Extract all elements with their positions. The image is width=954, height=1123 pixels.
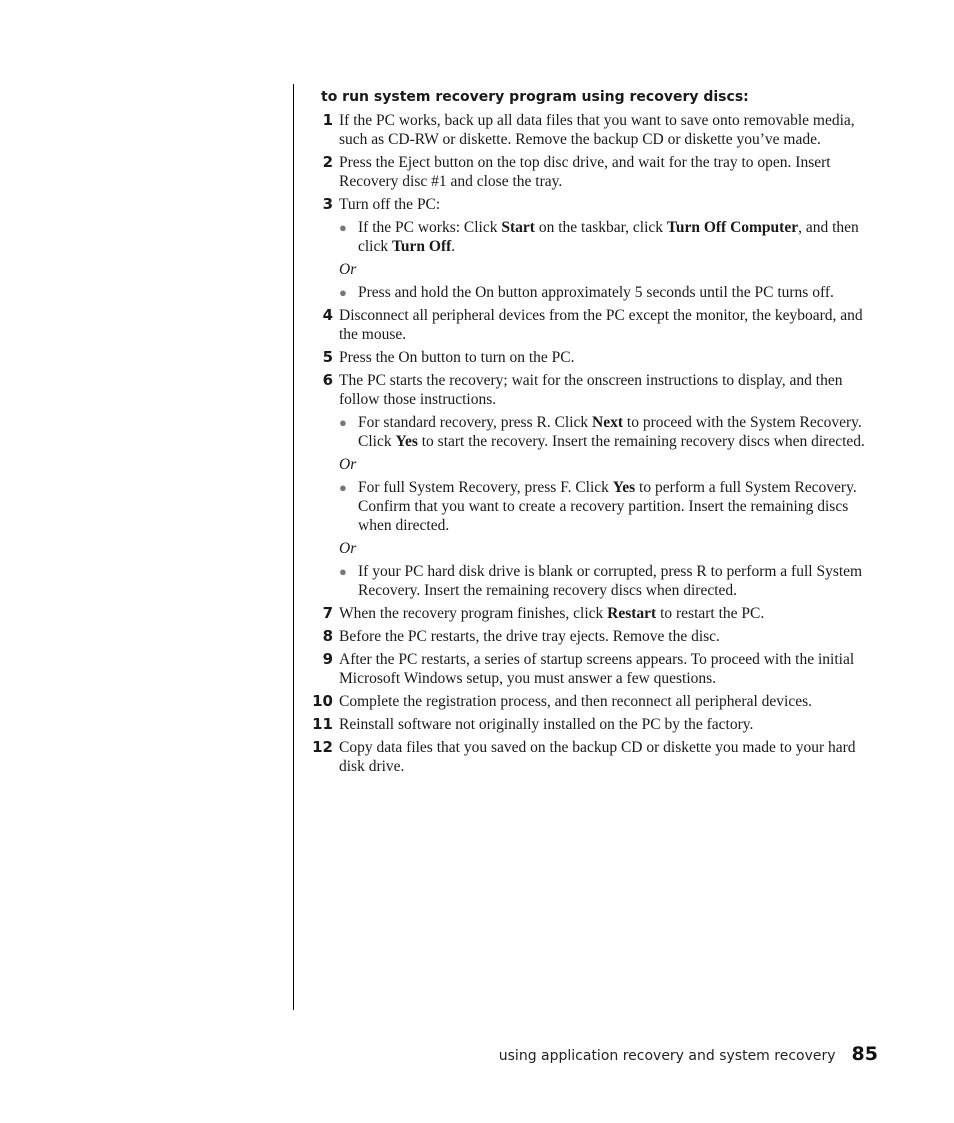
step-number: 9 [322, 650, 333, 668]
ui-term: Restart [607, 605, 657, 622]
step-9 [311, 650, 871, 688]
bullet-item: ● For full System Recovery, press F. Click Yes to perform a full System Recovery. Confirm that you want to create a recovery partition. Insert the remaining discs when directed. [339, 479, 857, 534]
step-text: The PC starts the recovery; wait for the onscreen instructions to display, and then follow those instructions. [339, 372, 843, 408]
or-separator: Or [339, 540, 357, 557]
step-text: After the PC restarts, a series of startup screens appears. To proceed with the initial Microsoft Windows setup, you must answer a few questions. [339, 651, 855, 687]
or-separator: Or [339, 456, 357, 473]
step-8 [311, 627, 871, 646]
or-separator: Or [339, 261, 357, 278]
step-text: Before the PC restarts, the drive tray ejects. Remove the disc. [339, 628, 720, 645]
running-footer-text: using application recovery and system recovery [498, 1048, 836, 1064]
step-10 [311, 692, 871, 711]
margin-rule [293, 84, 294, 1010]
bullet-icon: ● [339, 564, 347, 579]
step-text: Reinstall software not originally installed on the PC by the factory. [339, 716, 754, 733]
bullet-icon: ● [339, 220, 347, 235]
step-11 [311, 715, 871, 734]
main-content [311, 88, 871, 780]
ui-term: Start [501, 219, 535, 236]
step-number: 3 [322, 195, 333, 213]
bullet-item: ● For standard recovery, press R. Click Next to proceed with the System Recovery. Click Yes to start the recovery. Insert the remaining recovery discs when directed. [339, 414, 865, 450]
step-text: Turn off the PC: [339, 196, 441, 213]
step-number: 4 [322, 306, 333, 324]
step-text: Complete the registration process, and then reconnect all peripheral devices. [339, 693, 812, 710]
step-number: 11 [312, 715, 333, 733]
step-2 [311, 153, 871, 191]
step-number: 2 [322, 153, 333, 171]
bullet-item: ● If the PC works: Click Start on the taskbar, click Turn Off Computer, and then click Turn Off. [339, 219, 859, 255]
ui-term: Turn Off [392, 238, 452, 255]
bullet-icon: ● [339, 415, 347, 430]
ui-term: Yes [612, 479, 636, 496]
procedure-heading: to run system recovery program using recovery discs: [321, 89, 749, 105]
ui-term: Yes [395, 433, 418, 450]
step-5 [311, 348, 871, 367]
bullet-icon: ● [339, 480, 347, 495]
step-number: 10 [312, 692, 333, 710]
step-text: Press the Eject button on the top disc drive, and wait for the tray to open. Insert Recovery disc #1 and close the tray. [339, 154, 831, 190]
step-text: Copy data files that you saved on the backup CD or diskette you made to your hard disk drive. [339, 739, 856, 775]
step-4 [311, 306, 871, 344]
ui-term: Turn Off Computer [666, 219, 799, 236]
bullet-item: ● Press and hold the On button approximately 5 seconds until the PC turns off. [339, 284, 834, 301]
bullet-icon: ● [339, 285, 347, 300]
step-number: 12 [312, 738, 333, 756]
step-number: 7 [322, 604, 333, 622]
step-number: 5 [322, 348, 333, 366]
page-footer [499, 1043, 878, 1065]
step-text: Press the On button to turn on the PC. [339, 349, 575, 366]
ui-term: Next [592, 414, 624, 431]
step-number: 1 [322, 111, 333, 129]
step-3 [311, 195, 871, 214]
step-1 [311, 111, 871, 149]
bullet-item: ● If your PC hard disk drive is blank or corrupted, press R to perform a full System Recovery. Insert the remaining recovery discs when directed. [339, 563, 863, 599]
step-text: Disconnect all peripheral devices from the PC except the monitor, the keyboard, and the mouse. [339, 307, 863, 343]
step-12 [311, 738, 871, 776]
page-number: 85 [851, 1043, 878, 1065]
step-number: 8 [322, 627, 333, 645]
step-number: 6 [322, 371, 333, 389]
step-6 [311, 371, 871, 409]
step-text: If the PC works, back up all data files that you want to save onto removable media, such as CD-RW or diskette. Remove the backup CD or diskette you’ve made. [339, 112, 855, 148]
step-7: 7 When the recovery program finishes, click Restart to restart the PC. [311, 604, 871, 623]
